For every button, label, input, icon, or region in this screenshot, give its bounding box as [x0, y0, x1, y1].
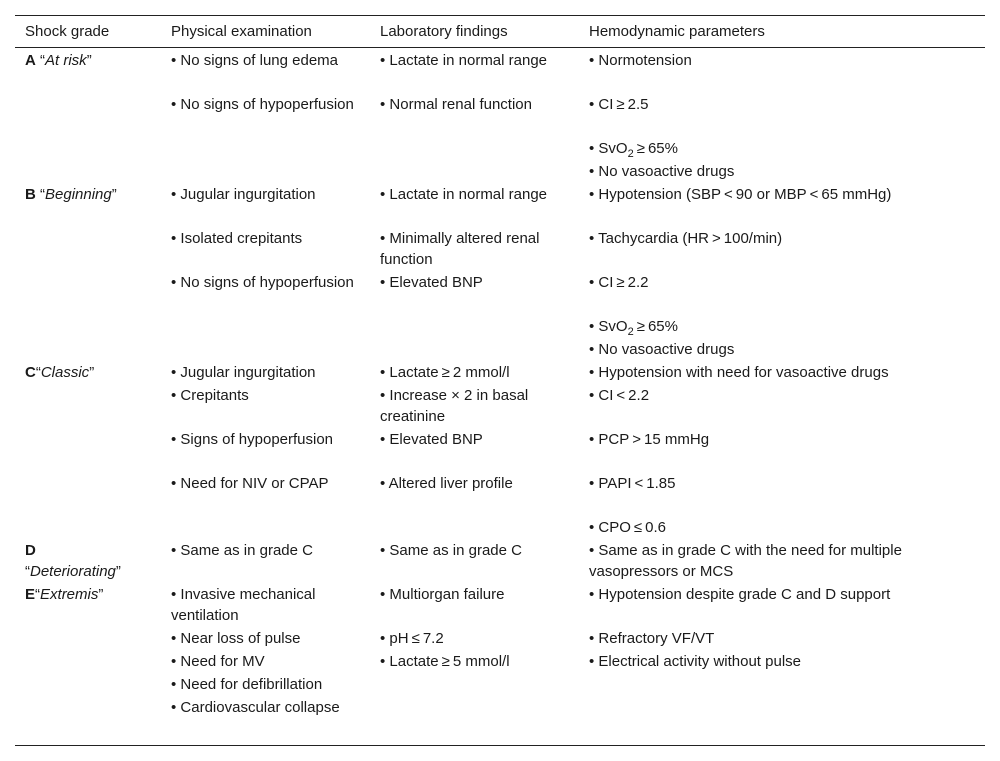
lab-item: • Multiorgan failure — [380, 586, 505, 603]
hemo-item-svo2: • SvO$_2$ ≥ 65% — [589, 318, 678, 338]
table-bottom-rule — [15, 745, 985, 746]
hemo-item: • No vasoactive drugs — [589, 163, 735, 180]
lab-item: • Elevated BNP — [380, 274, 483, 291]
physical-item: • No signs of hypoperfusion — [171, 274, 354, 291]
grade-cell-c: C“Classic” — [25, 364, 95, 381]
hemo-item: • Refractory VF/VT — [589, 630, 715, 647]
lab-item: • Same as in grade C — [380, 542, 522, 559]
lab-item: • Altered liver profile — [380, 475, 513, 492]
lab-item: • Lactate in normal range — [380, 186, 548, 203]
grade-cell-b: B “Beginning” — [25, 186, 117, 203]
physical-item: • Signs of hypoperfusion — [171, 431, 334, 448]
hemo-item: • Normotension — [589, 52, 692, 69]
grade-cell-a: A “At risk” — [25, 52, 92, 69]
physical-item: • Cardiovascular collapse — [171, 699, 340, 716]
lab-item: • Lactate ≥ 5 mmol/l — [380, 653, 510, 670]
hemo-item: • CI ≥ 2.2 — [589, 274, 649, 291]
hemo-item: • PAPI < 1.85 — [589, 475, 676, 492]
hemo-item: • Hypotension despite grade C and D support — [589, 586, 891, 603]
hemo-item: • CI ≥ 2.5 — [589, 96, 649, 113]
table-top-rule — [15, 15, 985, 16]
header-physical-examination: Physical examination — [171, 23, 312, 40]
physical-item: • Isolated crepitants — [171, 230, 303, 247]
hemo-item: • Hypotension (SBP < 90 or MBP < 65 mmHg) — [589, 186, 892, 203]
hemo-item: • Same as in grade C with the need for multiple vasopressors or MCS — [589, 542, 902, 580]
grade-cell-d: D “Deteriorating” — [25, 542, 121, 580]
lab-item: • Increase × 2 in basal creatinine — [380, 387, 529, 425]
lab-item: • Elevated BNP — [380, 431, 483, 448]
physical-item: • No signs of hypoperfusion — [171, 96, 354, 113]
physical-item: • Need for NIV or CPAP — [171, 475, 329, 492]
physical-item: • Invasive mechanical ventilation — [171, 586, 316, 624]
physical-item: • Jugular ingurgitation — [171, 186, 316, 203]
lab-item: • Normal renal function — [380, 96, 532, 113]
physical-item: • Same as in grade C — [171, 542, 313, 559]
physical-item: • No signs of lung edema — [171, 52, 339, 69]
lab-item: • pH ≤ 7.2 — [380, 630, 444, 647]
hemo-item: • Electrical activity without pulse — [589, 653, 801, 670]
header-bottom-rule — [15, 47, 985, 48]
physical-item: • Jugular ingurgitation — [171, 364, 316, 381]
physical-item: • Need for MV — [171, 653, 265, 670]
hemo-item-svo2: • SvO$_2$ ≥ 65% — [589, 140, 678, 160]
header-laboratory-findings: Laboratory findings — [380, 23, 508, 40]
hemo-item: • CI < 2.2 — [589, 387, 650, 404]
lab-item: • Lactate in normal range — [380, 52, 548, 69]
hemo-item: • CPO ≤ 0.6 — [589, 519, 667, 536]
lab-item: • Minimally altered renal function — [380, 230, 540, 268]
physical-item: • Crepitants — [171, 387, 249, 404]
header-shock-grade: Shock grade — [25, 23, 110, 40]
hemo-item: • Tachycardia (HR > 100/min) — [589, 230, 783, 247]
hemo-item: • Hypotension with need for vasoactive drugs — [589, 364, 889, 381]
header-hemodynamic-parameters: Hemodynamic parameters — [589, 23, 765, 40]
grade-cell-e: E“Extremis” — [25, 586, 104, 603]
physical-item: • Near loss of pulse — [171, 630, 301, 647]
lab-item: • Lactate ≥ 2 mmol/l — [380, 364, 510, 381]
hemo-item: • PCP > 15 mmHg — [589, 431, 710, 448]
physical-item: • Need for defibrillation — [171, 676, 323, 693]
hemo-item: • No vasoactive drugs — [589, 341, 735, 358]
